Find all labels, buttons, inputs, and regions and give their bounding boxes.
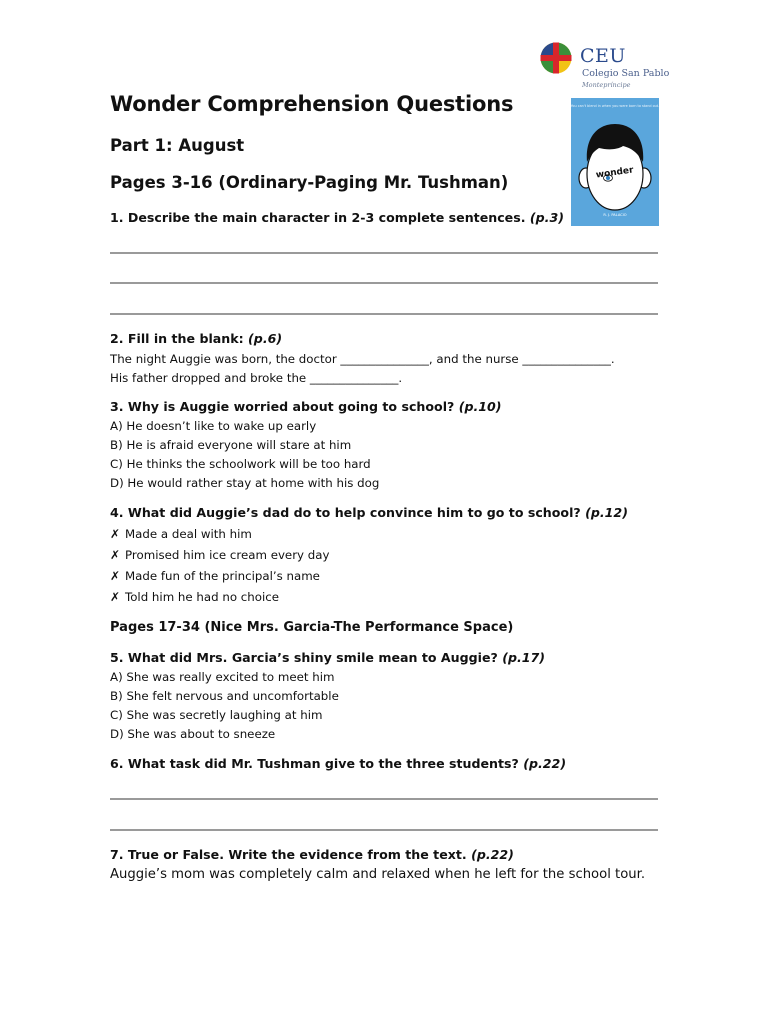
checkbox-option[interactable] bbox=[110, 548, 329, 562]
question-7-text: 7. True or False. Write the evidence from the text. bbox=[110, 847, 467, 862]
question-5 bbox=[110, 650, 545, 665]
fill-blank-line-2: His father dropped and broke the _______________. bbox=[110, 371, 403, 385]
option-item[interactable]: B) He is afraid everyone will stare at him bbox=[110, 438, 352, 452]
cover-tagline: You can't blend in when you were born to stand out. bbox=[571, 104, 659, 108]
section-heading-1: Pages 3-16 (Ordinary-Paging Mr. Tushman) bbox=[110, 173, 509, 192]
checkbox-option[interactable] bbox=[110, 527, 252, 541]
true-false-statement: Auggie’s mom was completely calm and relaxed when he left for the school tour. bbox=[110, 867, 646, 882]
cover-author: R. J. PALACIO bbox=[603, 213, 627, 217]
checkbox-option[interactable] bbox=[110, 569, 320, 583]
fill-blank-line-1: The night Auggie was born, the doctor _______________, and the nurse _______________. bbox=[110, 352, 615, 366]
x-mark-icon: ✗ bbox=[110, 590, 121, 604]
logo-subtitle: Colegio San Pablo bbox=[582, 68, 670, 79]
option-item[interactable]: A) She was really excited to meet him bbox=[110, 670, 335, 684]
cover-title: wonder bbox=[595, 165, 635, 181]
question-6 bbox=[110, 756, 566, 771]
option-item[interactable]: A) He doesn’t like to wake up early bbox=[110, 419, 317, 433]
option-label: Told him he had no choice bbox=[125, 590, 280, 604]
question-3 bbox=[110, 399, 502, 414]
question-7 bbox=[110, 847, 514, 862]
question-3-text: 3. Why is Auggie worried about going to school? bbox=[110, 399, 455, 414]
checkbox-option[interactable] bbox=[110, 590, 279, 604]
answer-line[interactable] bbox=[110, 798, 658, 800]
page-title: Wonder Comprehension Questions bbox=[110, 92, 514, 116]
logo-name: CEU bbox=[580, 45, 626, 67]
school-logo bbox=[538, 40, 670, 92]
question-6-text: 6. What task did Mr. Tushman give to the three students? bbox=[110, 756, 519, 771]
option-label: Made a deal with him bbox=[125, 527, 252, 541]
question-2 bbox=[110, 331, 282, 346]
option-item[interactable]: C) She was secretly laughing at him bbox=[110, 708, 323, 722]
ceu-emblem-icon bbox=[540, 42, 572, 74]
book-cover-image bbox=[571, 98, 659, 226]
question-3-page: (p.10) bbox=[458, 399, 502, 414]
option-item[interactable]: C) He thinks the schoolwork will be too hard bbox=[110, 457, 371, 471]
question-7-page: (p.22) bbox=[471, 847, 514, 862]
answer-line[interactable] bbox=[110, 252, 658, 254]
question-5-page: (p.17) bbox=[502, 650, 546, 665]
question-1-page: (p.3) bbox=[529, 210, 564, 225]
option-item[interactable]: B) She felt nervous and uncomfortable bbox=[110, 689, 339, 703]
x-mark-icon: ✗ bbox=[110, 527, 121, 541]
option-item[interactable]: D) She was about to sneeze bbox=[110, 727, 276, 741]
option-item[interactable]: D) He would rather stay at home with his dog bbox=[110, 476, 380, 490]
answer-line[interactable] bbox=[110, 282, 658, 284]
option-label: Promised him ice cream every day bbox=[125, 548, 330, 562]
x-mark-icon: ✗ bbox=[110, 548, 121, 562]
logo-location: Montepríncipe bbox=[582, 81, 631, 89]
question-6-page: (p.22) bbox=[523, 756, 567, 771]
question-1-text: 1. Describe the main character in 2-3 complete sentences. bbox=[110, 210, 526, 225]
x-mark-icon: ✗ bbox=[110, 569, 121, 583]
question-5-text: 5. What did Mrs. Garcia’s shiny smile mean to Auggie? bbox=[110, 650, 498, 665]
option-label: Made fun of the principal’s name bbox=[125, 569, 320, 583]
part-heading: Part 1: August bbox=[110, 136, 245, 155]
question-1 bbox=[110, 210, 564, 225]
question-4-page: (p.12) bbox=[585, 505, 628, 520]
answer-line[interactable] bbox=[110, 313, 658, 315]
question-2-text: 2. Fill in the blank: bbox=[110, 331, 244, 346]
section-heading-2: Pages 17-34 (Nice Mrs. Garcia-The Performance Space) bbox=[110, 620, 514, 635]
question-2-page: (p.6) bbox=[248, 331, 283, 346]
question-4-text: 4. What did Auggie’s dad do to help convince him to go to school? bbox=[110, 505, 581, 520]
question-4 bbox=[110, 505, 628, 520]
answer-line[interactable] bbox=[110, 829, 658, 831]
